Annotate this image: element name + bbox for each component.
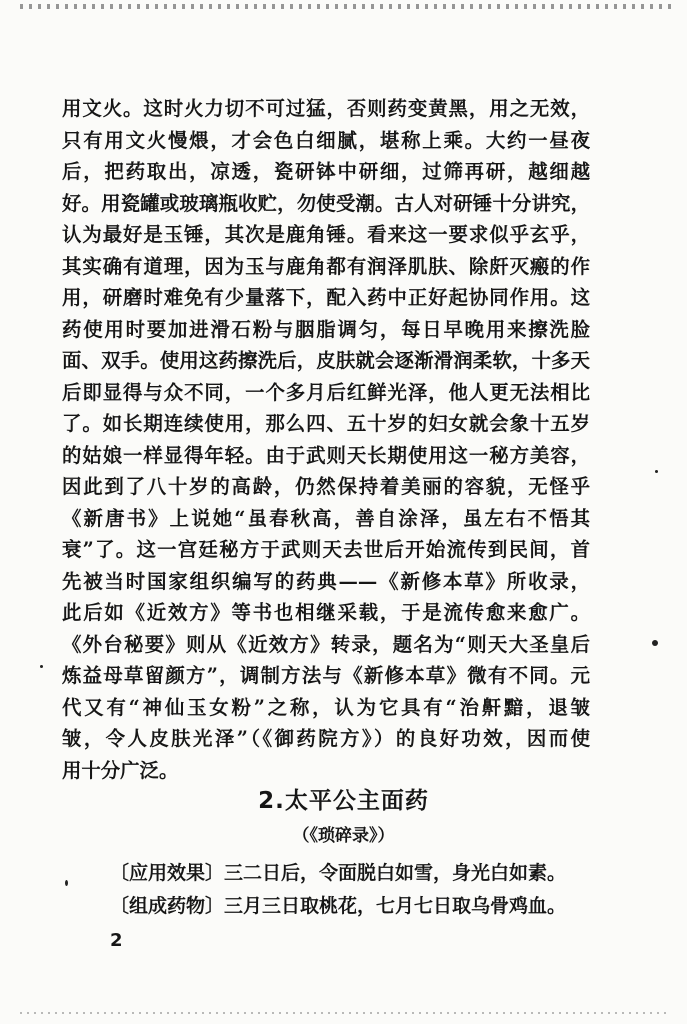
text-line: 的姑娘一样显得年轻。由于武则天长期使用这一秘方美容， [62, 443, 590, 467]
body-paragraph [62, 93, 590, 786]
text-line: 因此到了八十岁的高龄，仍然保持着美丽的容貌，无怪乎 [62, 475, 590, 498]
entry-ingredients [110, 891, 590, 918]
text-line: 用十分广泛。 [62, 758, 179, 782]
text-line: 皱，令人皮肤光泽”（《御药院方》）的良好功效，因而使 [62, 727, 590, 750]
scan-speck [65, 880, 68, 886]
text-line: 只有用文火慢煨，才会色白细腻，堪称上乘。大约一昼夜 [62, 128, 590, 152]
entry-text: 三月三日取桃花，七月七日取乌骨鸡血。 [224, 895, 567, 917]
text-line: 衰”了。这一宫廷秘方于武则天去世后开始流传到民间，首 [62, 538, 590, 561]
entry-label: 〔应用效果〕 [110, 862, 225, 884]
scan-speck [652, 640, 658, 646]
text-line: 面、双手。使用这药擦洗后，皮肤就会逐渐滑润柔软，十多天 [62, 349, 590, 372]
text-line: 后，把药取出，凉透，瓷研钵中研细，过筛再研，越细越 [62, 160, 590, 183]
entry-effect [110, 858, 590, 885]
bottom-scan-edge [20, 1012, 667, 1014]
text-line: 《外台秘要》则从《近效方》转录，题名为“则天大圣皇后 [62, 632, 590, 656]
section-source: （《琐碎录》） [292, 826, 395, 846]
text-line: 了。如长期连续使用，那么四、五十岁的妇女就会象十五岁 [62, 412, 590, 435]
section-heading: 2.太平公主面药 [258, 788, 429, 814]
top-scan-edge [20, 4, 675, 9]
text-line: 用，研磨时难免有少量落下，配入药中正好起协同作用。这 [62, 286, 590, 309]
entry-label: 〔组成药物〕 [110, 895, 225, 917]
text-line: 药使用时要加进滑石粉与胭脂调匀，每日早晚用来擦洗脸 [62, 317, 590, 341]
text-line: 后即显得与众不同，一个多月后红鲜光泽，他人更无法相比 [62, 380, 590, 404]
text-line: 先被当时国家组织编写的药典——《新修本草》所收录， [62, 569, 590, 593]
text-line: 好。用瓷罐或玻璃瓶收贮，勿使受潮。古人对研锤十分讲究， [62, 191, 590, 215]
text-line: 炼益母草留颜方”，调制方法与《新修本草》微有不同。元 [62, 664, 590, 687]
text-line: 此后如《近效方》等书也相继采载，于是流传愈来愈广。 [62, 601, 590, 624]
text-line: 用文火。这时火力切不可过猛，否则药变黄黑，用之无效， [62, 97, 590, 120]
page-number: 2 [110, 930, 123, 951]
text-line: 代又有“神仙玉女粉”之称，认为它具有“治鼾黯，退皱 [62, 695, 590, 719]
entry-text: 三二日后，令面脱白如雪，身光白如素。 [224, 862, 567, 884]
text-line: 其实确有道理，因为玉与鹿角都有润泽肌肤、除皯灭瘢的作 [62, 254, 590, 278]
scan-speck [40, 665, 43, 668]
text-line: 认为最好是玉锤，其次是鹿角锤。看来这一要求似乎玄乎， [62, 223, 590, 246]
text-line: 《新唐书》上说她“虽春秋高，善自涂泽，虽左右不悟其 [62, 506, 590, 530]
scan-speck [655, 470, 658, 473]
